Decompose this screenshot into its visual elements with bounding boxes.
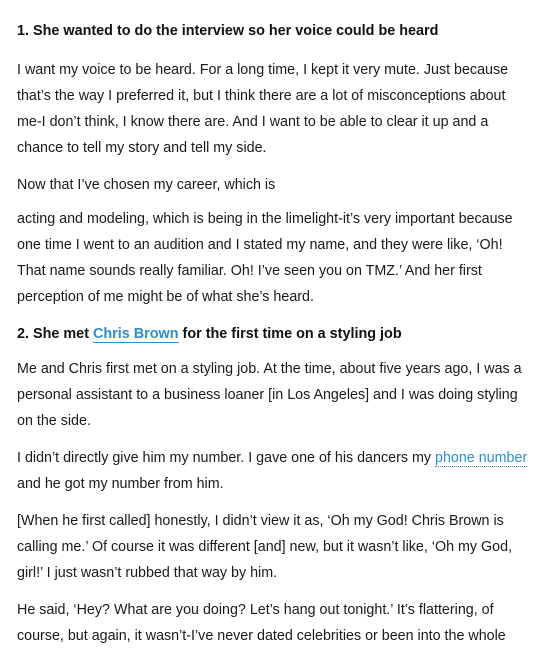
section-1-heading: 1. She wanted to do the interview so her voice could be heard bbox=[17, 23, 439, 39]
section-2-paragraph-4: He said, ‘Hey? What are you doing? Let’s hang out tonight.’ It’s flattering, of course, but again, it wasn’t-I’ve never dated celebrities or been into the whole bbox=[17, 602, 506, 644]
section-1-paragraph-3: acting and modeling, which is being in the limelight-it’s very important because one time I went to an audition and I stated my name, and they were like, ‘Oh! That name sounds really familiar. Oh! I’ve seen you on TMZ.’ And her first perception of me might be of what she’s heard. bbox=[17, 211, 513, 305]
chris-brown-link[interactable]: Chris Brown bbox=[92, 326, 179, 342]
section-2-paragraph-1: Me and Chris first met on a styling job. At the time, about five years ago, I was a personal assistant to a business loaner [in Los Angeles] and I was doing styling on the side. bbox=[17, 361, 522, 429]
section-2-paragraph-3: [When he first called] honestly, I didn’t view it as, ‘Oh my God! Chris Brown is calling me.’ Of course it was different [and] new, but it wasn’t like, ‘Oh my God, girl!’ I just wasn’t rubbed that way by him. bbox=[17, 513, 513, 581]
section-2-paragraph-2 bbox=[17, 445, 530, 497]
section-2-paragraph-2-before: I didn’t directly give him my number. I gave one of his dancers my bbox=[17, 450, 432, 466]
section-2-paragraph-2-after: and he got my number from him. bbox=[17, 476, 224, 492]
section-2-heading-prefix: 2. She met bbox=[17, 326, 89, 342]
section-1-paragraph-1: I want my voice to be heard. For a long time, I kept it very mute. Just because that’s the way I preferred it, but I think there are a lot of misconceptions about me-I don’t think, I know there are. And I want to be able to clear it up and a chance to tell my story and tell my side. bbox=[17, 62, 509, 156]
section-2-heading-suffix: for the first time on a styling job bbox=[182, 326, 402, 342]
section-1-paragraph-2: Now that I’ve chosen my career, which is bbox=[17, 177, 276, 193]
phone-number-link[interactable]: phone number bbox=[435, 450, 528, 466]
section-2-heading bbox=[17, 324, 530, 344]
